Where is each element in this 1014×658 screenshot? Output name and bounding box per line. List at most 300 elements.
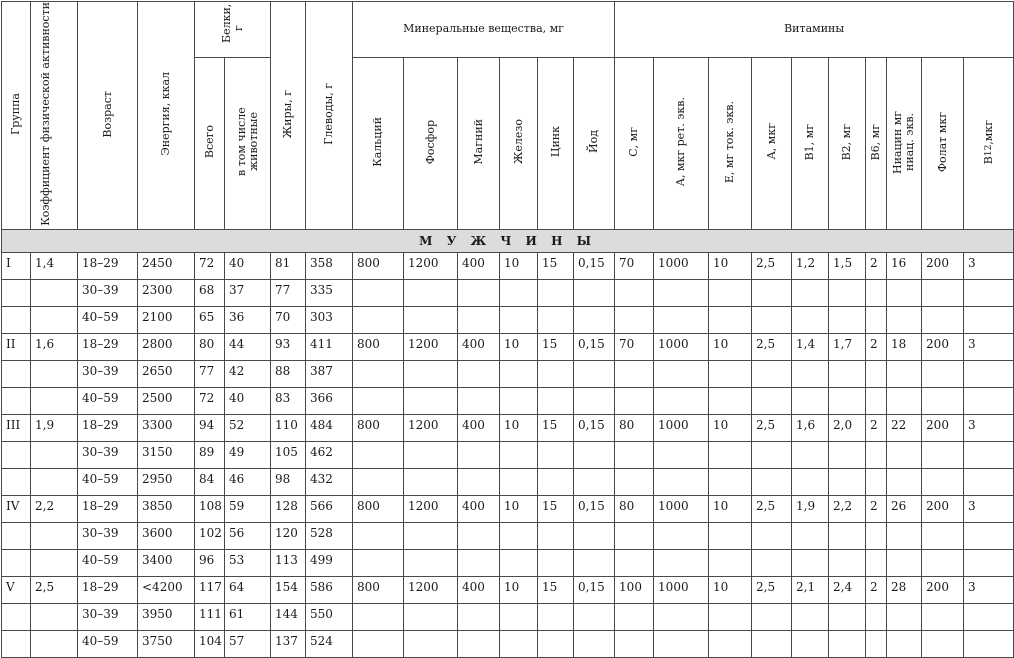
table-cell: 524 [306, 630, 353, 657]
table-cell: 18–29 [78, 333, 138, 360]
table-cell [500, 603, 538, 630]
table-cell: 1200 [404, 333, 458, 360]
table-cell: 2,2 [31, 495, 78, 522]
table-cell [538, 279, 574, 306]
table-cell [654, 603, 709, 630]
table-cell [866, 441, 887, 468]
table-cell: 36 [225, 306, 271, 333]
table-cell [574, 468, 615, 495]
table-cell: 105 [271, 441, 306, 468]
table-cell: 102 [195, 522, 225, 549]
table-cell: 59 [225, 495, 271, 522]
table-cell: 1000 [654, 576, 709, 603]
table-cell: 46 [225, 468, 271, 495]
table-row [2, 630, 1014, 657]
table-cell: 400 [458, 495, 500, 522]
table-cell: 98 [271, 468, 306, 495]
table-cell: 56 [225, 522, 271, 549]
table-cell: 303 [306, 306, 353, 333]
table-cell: 1,6 [792, 414, 829, 441]
table-cell: 387 [306, 360, 353, 387]
table-cell: 2,5 [752, 495, 792, 522]
header-vitamin-b6: В6, мг [866, 57, 887, 229]
header-vitamin-b12: В12,мкг [964, 57, 1014, 229]
table-cell: 1000 [654, 414, 709, 441]
table-cell [538, 522, 574, 549]
table-cell: 30–39 [78, 603, 138, 630]
table-cell: 2450 [138, 252, 195, 279]
table-cell: 2650 [138, 360, 195, 387]
table-cell: 800 [353, 414, 404, 441]
table-cell [792, 549, 829, 576]
table-cell: 400 [458, 252, 500, 279]
header-vitamin-e: Е, мг ток. экв. [709, 57, 752, 229]
table-cell: 18–29 [78, 495, 138, 522]
table-cell: 30–39 [78, 522, 138, 549]
table-cell [709, 522, 752, 549]
header-group: Группа [2, 2, 31, 230]
table-cell [709, 468, 752, 495]
table-cell: 1,9 [31, 414, 78, 441]
table-cell: 10 [709, 333, 752, 360]
table-cell [404, 630, 458, 657]
table-cell: 144 [271, 603, 306, 630]
table-cell: 40–59 [78, 387, 138, 414]
table-cell: 111 [195, 603, 225, 630]
table-cell: 499 [306, 549, 353, 576]
table-cell: 40 [225, 252, 271, 279]
table-cell [404, 441, 458, 468]
table-cell: 80 [615, 414, 654, 441]
table-cell: 15 [538, 333, 574, 360]
table-cell [500, 441, 538, 468]
table-cell [922, 603, 964, 630]
table-cell: 400 [458, 414, 500, 441]
table-cell: 10 [709, 252, 752, 279]
table-cell: 94 [195, 414, 225, 441]
table-cell [792, 360, 829, 387]
header-calcium: Кальций [353, 57, 404, 229]
table-cell [654, 360, 709, 387]
table-cell [887, 630, 922, 657]
section-label: М У Ж Ч И Н Ы [2, 229, 1014, 252]
table-cell [538, 441, 574, 468]
table-cell: 528 [306, 522, 353, 549]
table-cell [964, 279, 1014, 306]
table-cell [458, 468, 500, 495]
table-cell [538, 468, 574, 495]
table-cell: 1,6 [31, 333, 78, 360]
table-cell [866, 549, 887, 576]
table-cell [654, 468, 709, 495]
header-zinc: Цинк [538, 57, 574, 229]
table-cell [829, 603, 866, 630]
table-cell: 15 [538, 252, 574, 279]
table-cell [866, 630, 887, 657]
table-cell: 1200 [404, 252, 458, 279]
table-cell [2, 279, 31, 306]
table-cell: 52 [225, 414, 271, 441]
table-cell [538, 360, 574, 387]
table-cell: 800 [353, 333, 404, 360]
table-cell [500, 522, 538, 549]
table-cell: 100 [615, 576, 654, 603]
table-cell: 200 [922, 414, 964, 441]
table-cell: 2950 [138, 468, 195, 495]
table-cell: 81 [271, 252, 306, 279]
table-cell [866, 306, 887, 333]
table-cell: 411 [306, 333, 353, 360]
table-cell [404, 306, 458, 333]
table-cell [574, 306, 615, 333]
table-cell [709, 360, 752, 387]
table-cell: 2,5 [752, 414, 792, 441]
table-cell: 3850 [138, 495, 195, 522]
table-cell: 18–29 [78, 576, 138, 603]
table-cell [615, 360, 654, 387]
table-cell [887, 603, 922, 630]
table-cell: 3 [964, 252, 1014, 279]
table-cell: 432 [306, 468, 353, 495]
table-cell: II [2, 333, 31, 360]
table-cell [654, 279, 709, 306]
table-cell: 2800 [138, 333, 195, 360]
table-row [2, 414, 1014, 441]
table-cell [615, 603, 654, 630]
table-row [2, 279, 1014, 306]
table-cell: 88 [271, 360, 306, 387]
table-cell [964, 549, 1014, 576]
table-cell [458, 630, 500, 657]
table-cell [829, 360, 866, 387]
table-cell: 2 [866, 252, 887, 279]
table-cell: 0,15 [574, 252, 615, 279]
header-iron: Железо [500, 57, 538, 229]
table-cell [458, 522, 500, 549]
table-cell [353, 603, 404, 630]
header-proteins: Белки, г [195, 2, 271, 58]
table-cell: 550 [306, 603, 353, 630]
table-cell: 42 [225, 360, 271, 387]
table-cell [752, 306, 792, 333]
table-cell [458, 603, 500, 630]
table-cell: 22 [887, 414, 922, 441]
table-cell [500, 306, 538, 333]
table-cell [922, 630, 964, 657]
table-cell: 2 [866, 414, 887, 441]
table-cell: 3 [964, 495, 1014, 522]
table-cell [922, 468, 964, 495]
table-cell [887, 549, 922, 576]
table-cell [829, 387, 866, 414]
table-cell: 200 [922, 495, 964, 522]
table-cell: IV [2, 495, 31, 522]
header-phosphorus: Фосфор [404, 57, 458, 229]
table-cell: 335 [306, 279, 353, 306]
table-cell [458, 441, 500, 468]
table-cell [538, 306, 574, 333]
table-cell [654, 522, 709, 549]
table-cell: 72 [195, 252, 225, 279]
table-cell [829, 441, 866, 468]
table-cell: 89 [195, 441, 225, 468]
table-cell: 15 [538, 576, 574, 603]
table-cell [922, 522, 964, 549]
table-cell [866, 387, 887, 414]
table-cell [709, 387, 752, 414]
table-cell [404, 522, 458, 549]
table-cell [709, 279, 752, 306]
table-cell: <4200 [138, 576, 195, 603]
table-row [2, 333, 1014, 360]
table-cell: 18–29 [78, 414, 138, 441]
table-cell: 70 [271, 306, 306, 333]
nutrition-norms-table [1, 1, 1014, 658]
table-cell [752, 360, 792, 387]
table-cell [2, 522, 31, 549]
table-cell [500, 360, 538, 387]
table-cell: 15 [538, 495, 574, 522]
table-row [2, 468, 1014, 495]
table-cell [353, 306, 404, 333]
table-cell: 1200 [404, 495, 458, 522]
table-cell [792, 441, 829, 468]
table-cell [615, 522, 654, 549]
table-cell [2, 549, 31, 576]
table-cell [887, 306, 922, 333]
table-cell: 1,7 [829, 333, 866, 360]
table-cell [866, 360, 887, 387]
table-cell [353, 630, 404, 657]
table-cell: 154 [271, 576, 306, 603]
table-cell: 484 [306, 414, 353, 441]
table-cell: 800 [353, 576, 404, 603]
table-cell [752, 468, 792, 495]
table-cell [752, 441, 792, 468]
table-cell: 2,5 [752, 333, 792, 360]
table-cell [31, 360, 78, 387]
table-cell: III [2, 414, 31, 441]
table-cell [615, 306, 654, 333]
header-vitamin-a-mkg: А, мкг [752, 57, 792, 229]
table-cell [31, 306, 78, 333]
table-cell: 358 [306, 252, 353, 279]
table-cell [964, 603, 1014, 630]
table-cell: 61 [225, 603, 271, 630]
table-cell [353, 360, 404, 387]
header-vitamins: Витамины [615, 2, 1014, 58]
table-cell: 10 [709, 576, 752, 603]
table-cell [829, 468, 866, 495]
table-cell: 10 [500, 333, 538, 360]
table-cell: 1000 [654, 252, 709, 279]
table-cell [654, 630, 709, 657]
table-cell: 200 [922, 576, 964, 603]
table-cell: 3300 [138, 414, 195, 441]
table-cell [654, 306, 709, 333]
table-cell [404, 468, 458, 495]
table-cell: 18–29 [78, 252, 138, 279]
table-cell: 2,2 [829, 495, 866, 522]
table-row [2, 387, 1014, 414]
table-cell: 3400 [138, 549, 195, 576]
table-cell: 2,4 [829, 576, 866, 603]
table-cell [752, 603, 792, 630]
table-cell [615, 279, 654, 306]
table-cell: 128 [271, 495, 306, 522]
table-cell: 0,15 [574, 495, 615, 522]
table-cell: 2,5 [31, 576, 78, 603]
table-cell [2, 360, 31, 387]
table-cell: 53 [225, 549, 271, 576]
table-cell: 2500 [138, 387, 195, 414]
table-cell: 3 [964, 414, 1014, 441]
table-cell [574, 603, 615, 630]
table-cell: 30–39 [78, 360, 138, 387]
table-cell: 0,15 [574, 414, 615, 441]
section-row-men [2, 229, 1014, 252]
header-magnesium: Магний [458, 57, 500, 229]
table-cell [709, 630, 752, 657]
table-cell [964, 306, 1014, 333]
table-cell [458, 360, 500, 387]
table-cell [829, 522, 866, 549]
table-cell [353, 522, 404, 549]
table-cell [404, 387, 458, 414]
table-cell: 10 [500, 252, 538, 279]
table-cell: 3750 [138, 630, 195, 657]
header-iodine: Йод [574, 57, 615, 229]
table-cell [2, 306, 31, 333]
table-cell [829, 306, 866, 333]
table-cell [404, 360, 458, 387]
table-cell: 70 [615, 252, 654, 279]
table-cell [2, 603, 31, 630]
table-cell: 800 [353, 252, 404, 279]
table-cell: 28 [887, 576, 922, 603]
table-cell [574, 549, 615, 576]
table-cell: 104 [195, 630, 225, 657]
header-fats: Жиры, г [271, 2, 306, 230]
table-cell: 10 [500, 495, 538, 522]
table-cell [709, 306, 752, 333]
table-cell: 1200 [404, 576, 458, 603]
table-cell [866, 468, 887, 495]
table-cell: 110 [271, 414, 306, 441]
table-cell [31, 441, 78, 468]
table-cell [922, 387, 964, 414]
table-cell: 80 [195, 333, 225, 360]
header-vitamin-b1: В1, мг [792, 57, 829, 229]
table-cell: 2 [866, 495, 887, 522]
header-age: Возраст [78, 2, 138, 230]
table-row [2, 306, 1014, 333]
table-cell: 1,2 [792, 252, 829, 279]
table-row [2, 576, 1014, 603]
table-cell: 566 [306, 495, 353, 522]
table-row [2, 360, 1014, 387]
header-niacin: Ниацин мг ниац. экв. [887, 57, 922, 229]
table-cell [866, 279, 887, 306]
table-cell: 10 [709, 414, 752, 441]
table-cell [574, 279, 615, 306]
header-vitamin-b2: В2, мг [829, 57, 866, 229]
table-cell [829, 630, 866, 657]
table-cell [792, 468, 829, 495]
table-cell [500, 468, 538, 495]
table-cell: 2 [866, 333, 887, 360]
table-cell: 586 [306, 576, 353, 603]
header-energy: Энергия, ккал [138, 2, 195, 230]
table-cell: 1200 [404, 414, 458, 441]
table-cell [829, 279, 866, 306]
table-cell: 200 [922, 333, 964, 360]
table-cell: 200 [922, 252, 964, 279]
table-cell [887, 360, 922, 387]
table-cell: 1,4 [31, 252, 78, 279]
table-cell: 2,1 [792, 576, 829, 603]
table-cell [615, 549, 654, 576]
table-cell [31, 279, 78, 306]
table-cell [353, 441, 404, 468]
table-cell [500, 279, 538, 306]
table-cell: 3150 [138, 441, 195, 468]
table-cell [31, 387, 78, 414]
table-cell: 1000 [654, 495, 709, 522]
table-cell [500, 630, 538, 657]
table-cell [404, 279, 458, 306]
header-carbs: Глеводы, г [306, 2, 353, 230]
table-cell: 10 [709, 495, 752, 522]
table-cell: 49 [225, 441, 271, 468]
table-cell: 137 [271, 630, 306, 657]
table-cell: 2,0 [829, 414, 866, 441]
table-cell: 77 [195, 360, 225, 387]
table-cell [2, 468, 31, 495]
table-cell: 462 [306, 441, 353, 468]
table-cell [654, 387, 709, 414]
table-cell [615, 630, 654, 657]
table-cell [500, 549, 538, 576]
table-cell: 2,5 [752, 576, 792, 603]
table-cell: 72 [195, 387, 225, 414]
table-cell: 117 [195, 576, 225, 603]
table-cell [964, 360, 1014, 387]
table-row [2, 441, 1014, 468]
table-cell [2, 630, 31, 657]
table-cell: 40–59 [78, 630, 138, 657]
table-cell: 15 [538, 414, 574, 441]
table-cell [458, 306, 500, 333]
table-cell [752, 522, 792, 549]
table-cell: 40–59 [78, 549, 138, 576]
table-cell: 108 [195, 495, 225, 522]
table-cell: 400 [458, 333, 500, 360]
table-cell [792, 279, 829, 306]
table-cell [500, 387, 538, 414]
table-cell: 18 [887, 333, 922, 360]
table-cell: 40–59 [78, 306, 138, 333]
header-proteins-animal: в том числе животные [225, 57, 271, 229]
table-header [2, 2, 1014, 230]
table-cell: 3 [964, 576, 1014, 603]
table-cell: 3 [964, 333, 1014, 360]
header-activity-coefficient: Коэффициент физической активности [31, 2, 78, 230]
table-cell: 30–39 [78, 279, 138, 306]
table-cell [792, 630, 829, 657]
table-cell: 0,15 [574, 333, 615, 360]
table-cell [574, 630, 615, 657]
